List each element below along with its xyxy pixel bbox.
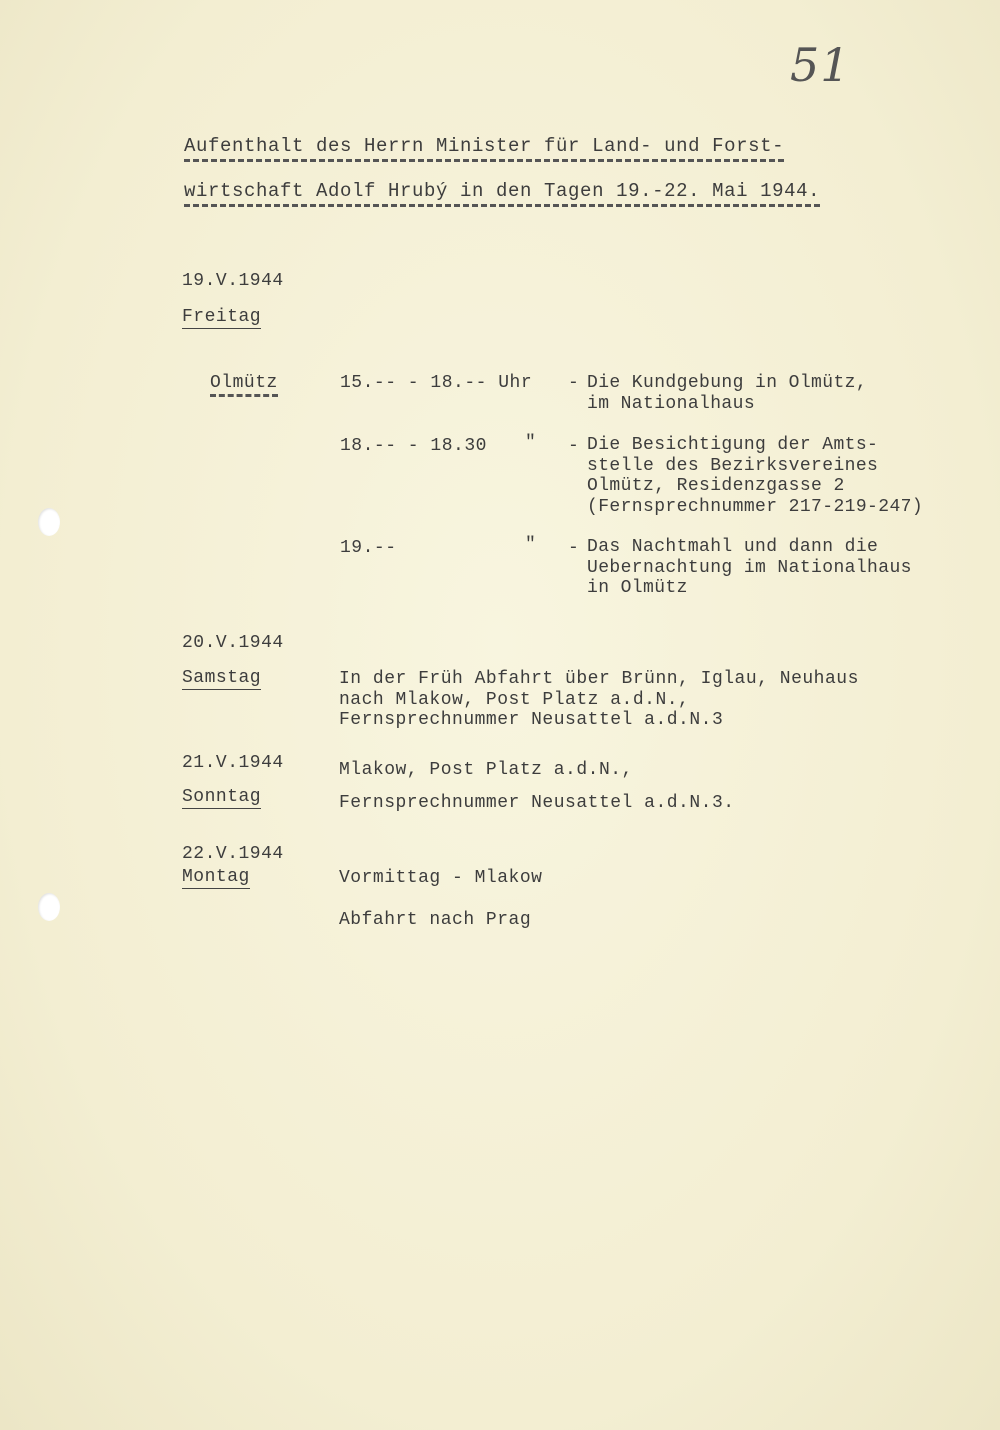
title-line-1: Aufenthalt des Herrn Minister für Land- und Forst- — [184, 135, 784, 162]
entry-time-3: 19.-- — [340, 538, 397, 558]
entry-2-line-3: Olmütz, Residenzgasse 2 — [587, 476, 845, 496]
entry-1-line-2: im Nationalhaus — [587, 393, 756, 414]
entry-3-line-1: Das Nachtmahl und dann die — [587, 537, 879, 557]
date-day-3: 21.V.1944 — [182, 753, 284, 773]
weekday-day-3: Sonntag — [182, 787, 262, 807]
entry-2-line-4: (Fernsprechnummer 217-219-247) — [587, 496, 924, 517]
punch-hole-top — [38, 508, 60, 536]
place-name: Olmütz — [210, 372, 278, 397]
weekday-day-4: Montag — [182, 867, 250, 887]
day-3-line-1: Mlakow, Post Platz a.d.N., — [339, 760, 633, 780]
entry-dash-2: - — [568, 436, 579, 456]
day-2-description — [339, 669, 859, 731]
punch-hole-bottom — [38, 893, 60, 921]
day-4-line-1: Vormittag - Mlakow — [339, 868, 543, 888]
day-3-description — [339, 754, 735, 820]
entry-description-3 — [587, 537, 912, 599]
folio-number: 51 — [790, 38, 851, 92]
entry-ditto-3: " — [525, 535, 536, 555]
date-day-2: 20.V.1944 — [182, 633, 284, 653]
date-day-4: 22.V.1944 — [182, 844, 284, 864]
entry-time-2: 18.-- - 18.30 — [340, 436, 487, 456]
day-2-line-2: nach Mlakow, Post Platz a.d.N., — [339, 689, 690, 710]
weekday-day-1: Freitag — [182, 307, 262, 327]
title-line-2: wirtschaft Adolf Hrubý in den Tagen 19.-22. Mai 1944. — [184, 180, 820, 207]
entry-1-line-1: Die Kundgebung in Olmütz, — [587, 373, 868, 393]
date-day-1: 19.V.1944 — [182, 271, 284, 291]
weekday-day-2: Samstag — [182, 668, 262, 688]
entry-2-line-2: stelle des Bezirksvereines — [587, 455, 879, 476]
entry-description-2 — [587, 435, 923, 517]
entry-dash-1: - — [568, 373, 579, 393]
day-3-line-2: Fernsprechnummer Neusattel a.d.N.3. — [339, 793, 735, 813]
entry-3-line-2: Uebernachtung im Nationalhaus — [587, 557, 912, 578]
entry-ditto-2: " — [525, 433, 536, 453]
day-2-line-3: Fernsprechnummer Neusattel a.d.N.3 — [339, 710, 724, 730]
day-4-extra: Abfahrt nach Prag — [339, 910, 532, 930]
day-2-line-1: In der Früh Abfahrt über Brünn, Iglau, Neuhaus — [339, 669, 859, 689]
entry-2-line-1: Die Besichtigung der Amts- — [587, 435, 879, 455]
entry-description-1 — [587, 373, 867, 414]
entry-dash-3: - — [568, 538, 579, 558]
entry-3-line-3: in Olmütz — [587, 578, 688, 598]
entry-time-1: 15.-- - 18.-- Uhr — [340, 373, 533, 393]
